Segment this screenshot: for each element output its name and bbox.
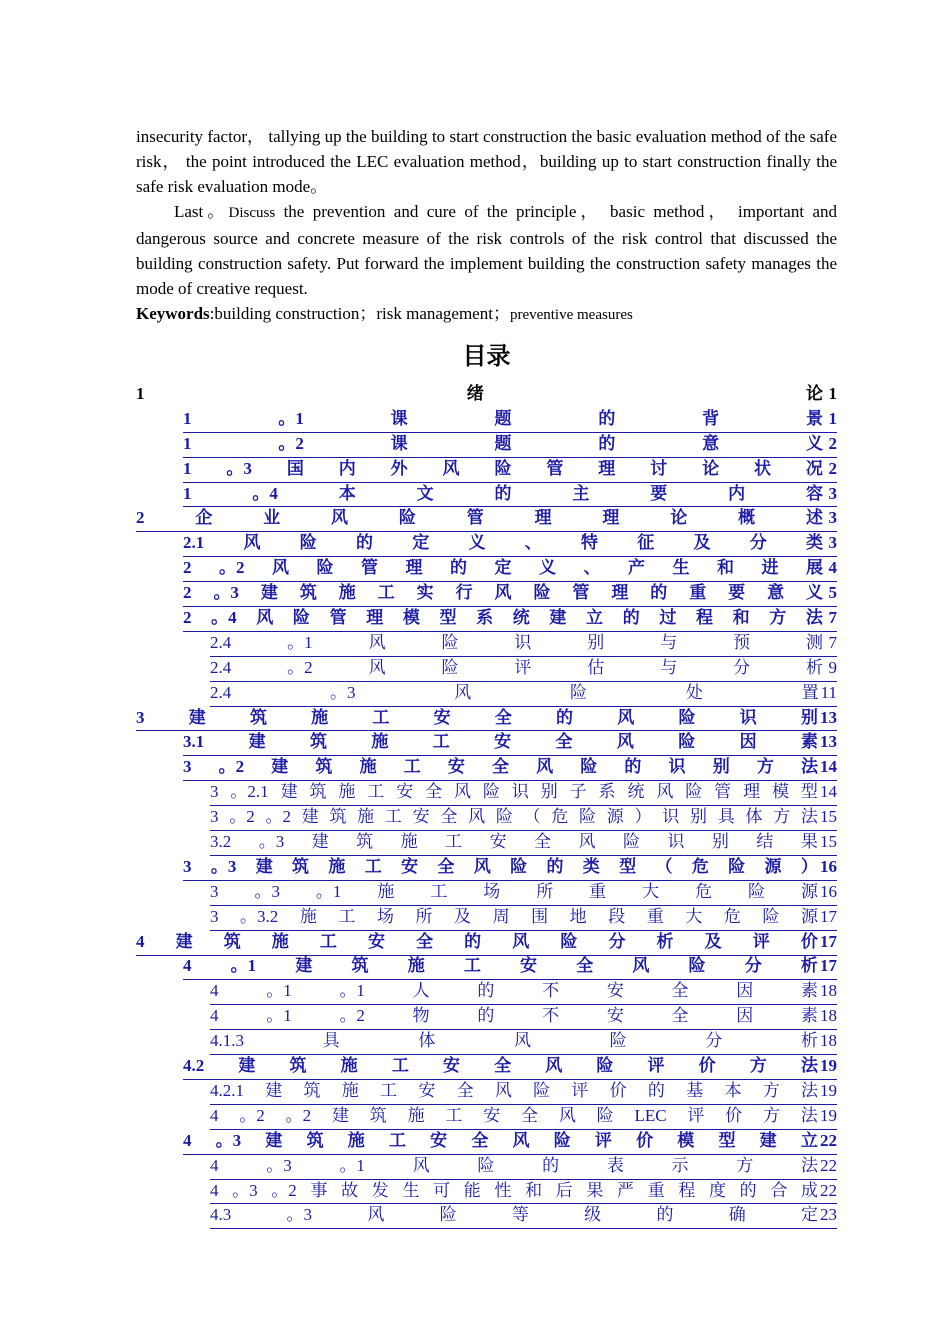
- toc-entry-page: 13: [818, 730, 837, 756]
- toc-entry[interactable]: [136, 631, 837, 656]
- toc-entry-text: 3 。2 建 筑 施 工 安 全 风 险 的 识 别 方 法: [183, 755, 818, 781]
- toc-entry[interactable]: [136, 830, 837, 855]
- toc-entry-page: 23: [818, 1203, 837, 1229]
- toc-entry[interactable]: [136, 780, 837, 805]
- toc-entry-page: 7: [823, 631, 837, 657]
- toc-entry-page: 18: [818, 979, 837, 1005]
- toc-entry-text: 2 。4 风 险 管 理 模 型 系 统 建 立 的 过 程 和 方 法: [183, 606, 823, 632]
- toc-entry-page: 14: [818, 755, 837, 781]
- toc-entry[interactable]: [136, 457, 837, 482]
- toc-entry-page: 19: [818, 1079, 837, 1105]
- toc-entry[interactable]: [136, 1154, 837, 1179]
- toc-entry-page: 2: [823, 432, 837, 458]
- toc-entry-text: 2.4 。3 风 险 处 置: [210, 681, 819, 707]
- toc-entry[interactable]: [136, 755, 837, 780]
- toc-entry[interactable]: [136, 506, 837, 531]
- toc-entry[interactable]: [136, 581, 837, 606]
- keywords-label: Keywords: [136, 304, 210, 323]
- toc-entry-text: 1 。1 课 题 的 背 景: [183, 407, 823, 433]
- toc-entry-page: 17: [818, 954, 837, 980]
- toc-entry[interactable]: [136, 730, 837, 755]
- toc-entry-text: 4.2.1 建 筑 施 工 安 全 风 险 评 价 的 基 本 方 法: [210, 1079, 818, 1105]
- toc-entry-text: 2.1 风 险 的 定 义 、 特 征 及 分 类: [183, 531, 823, 557]
- toc-entry-page: 15: [818, 805, 837, 831]
- toc-entry-text: 4 。3 。1 风 险 的 表 示 方 法: [210, 1154, 818, 1180]
- toc-entry-page: 17: [818, 905, 837, 931]
- toc-entry-text: 2 。3 建 筑 施 工 实 行 风 险 管 理 的 重 要 意 义: [183, 581, 823, 607]
- toc-entry-page: 3: [823, 506, 837, 532]
- toc-entry-text: 3 。3 建 筑 施 工 安 全 风 险 的 类 型 （ 危 险 源 ）: [183, 855, 818, 881]
- toc-entry-page: 18: [818, 1029, 837, 1055]
- toc-entry[interactable]: [136, 855, 837, 880]
- toc-entry-text: 4 。1 。1 人 的 不 安 全 因 素: [210, 979, 818, 1005]
- toc-entry-text: 1 。4 本 文 的 主 要 内 容: [183, 482, 823, 508]
- toc-entry-text: 3.2 。3 建 筑 施 工 安 全 风 险 识 别 结 果: [210, 830, 818, 856]
- toc-entry-text: 3.1 建 筑 施 工 安 全 风 险 因 素: [183, 730, 818, 756]
- toc-entry-page: 9: [823, 656, 837, 682]
- abstract-paragraph-1: insecurity factor， tallying up the building to start construction the basic evaluation method of the safe risk， the point introduced the LEC evaluation method，building up to start construction finally the safe risk evaluation mode。: [136, 127, 837, 196]
- toc-entry-page: 22: [818, 1179, 837, 1205]
- toc-entry-page: 11: [819, 681, 837, 707]
- toc-entry-page: 3: [823, 531, 837, 557]
- keywords-text: :building construction；risk management；: [209, 304, 510, 323]
- toc-entry-text: 2 。2 风 险 管 理 的 定 义 、 产 生 和 进 展: [183, 556, 823, 582]
- toc-entry-page: 22: [818, 1154, 837, 1180]
- toc-entry-text: 4 。3 建 筑 施 工 安 全 风 险 评 价 模 型 建 立: [183, 1129, 818, 1155]
- keywords-small: preventive measures: [509, 307, 633, 323]
- toc-entry[interactable]: [136, 606, 837, 631]
- toc-entry[interactable]: [136, 930, 837, 955]
- toc-entry-text: 4 。2 。2 建 筑 施 工 安 全 风 险 LEC 评 价 方 法: [210, 1104, 818, 1130]
- toc-entry-page: 5: [823, 581, 837, 607]
- toc-entry-text: 4.1.3 具 体 风 险 分 析: [210, 1029, 818, 1055]
- toc-entry-page: 19: [818, 1054, 837, 1080]
- toc-entry-page: 13: [818, 706, 837, 732]
- toc-entry[interactable]: [136, 482, 837, 507]
- toc-entry-page: 14: [818, 780, 837, 806]
- toc-entry[interactable]: [136, 1054, 837, 1079]
- toc-entry-page: 2: [823, 457, 837, 483]
- toc-entry-text: 4 建 筑 施 工 安 全 的 风 险 分 析 及 评 价: [136, 930, 818, 956]
- toc-entry-page: 1: [828, 384, 837, 403]
- toc-title: 目录: [462, 344, 511, 370]
- paragraph-rest: the prevention and cure of the principle， basic method， important and dangerous source and concrete measure of the risk controls of the risk control that discussed the building construction safety. Put forward the implement building the construction safety manages the mode of creative request.: [136, 202, 837, 298]
- toc-entry-text: 1 绪 论: [136, 384, 823, 403]
- toc-entry[interactable]: [136, 1079, 837, 1104]
- toc-entry-text: 1 。2 课 题 的 意 义: [183, 432, 823, 458]
- toc-entry[interactable]: [136, 1203, 837, 1228]
- toc-entry-text: 4.2 建 筑 施 工 安 全 风 险 评 价 方 法: [183, 1054, 818, 1080]
- toc-entry[interactable]: [136, 954, 837, 979]
- toc-entry[interactable]: [136, 706, 837, 731]
- toc-entry-text: 4 。1 建 筑 施 工 安 全 风 险 分 析: [183, 954, 818, 980]
- toc-entry-text: 4 。1 。2 物 的 不 安 全 因 素: [210, 1004, 818, 1030]
- toc-entry-page: 17: [818, 930, 837, 956]
- keywords-line: [136, 301, 837, 328]
- toc-entry[interactable]: [136, 432, 837, 457]
- toc-entry-page: 4: [823, 556, 837, 582]
- toc-entry[interactable]: [136, 681, 837, 706]
- toc-entry[interactable]: [136, 1004, 837, 1029]
- abstract-paragraph-2: [136, 199, 837, 301]
- toc-entry-text: 1 。3 国 内 外 风 险 管 理 讨 论 状 况: [183, 457, 823, 483]
- toc-entry-page: 16: [818, 880, 837, 906]
- toc-entry-text: 3 建 筑 施 工 安 全 的 风 险 识 别: [136, 706, 818, 732]
- toc-entry-text: 4 。3 。2 事 故 发 生 可 能 性 和 后 果 严 重 程 度 的 合 成: [210, 1179, 818, 1205]
- toc-entry-page: 18: [818, 1004, 837, 1030]
- table-of-contents: [136, 382, 837, 1228]
- toc-entry[interactable]: [136, 880, 837, 905]
- toc-entry-page: 15: [818, 830, 837, 856]
- toc-entry-text: 4.3 。3 风 险 等 级 的 确 定: [210, 1203, 818, 1229]
- toc-entry[interactable]: [136, 1029, 837, 1054]
- toc-entry-page: 22: [818, 1129, 837, 1155]
- toc-entry-text: 3 。3 。1 施 工 场 所 重 大 危 险 源: [210, 880, 818, 906]
- paragraph-small-word: Discuss: [228, 205, 276, 221]
- toc-entry[interactable]: [136, 407, 837, 432]
- toc-entry[interactable]: [136, 1104, 837, 1129]
- toc-entry-text: 3 。2.1 建 筑 施 工 安 全 风 险 识 别 子 系 统 风 险 管 理 模 型: [210, 780, 818, 806]
- toc-entry[interactable]: [136, 556, 837, 581]
- toc-entry-page: 3: [823, 482, 837, 508]
- toc-entry: [136, 382, 837, 407]
- toc-entry[interactable]: [136, 979, 837, 1004]
- paragraph-lead: Last。: [174, 202, 229, 221]
- toc-entry-page: 1: [823, 407, 837, 433]
- toc-entry-page: 16: [818, 855, 837, 881]
- document-page: [136, 124, 837, 1228]
- toc-entry-text: 3 。3.2 施 工 场 所 及 周 围 地 段 重 大 危 险 源: [210, 905, 818, 931]
- toc-entry[interactable]: [136, 1129, 837, 1154]
- toc-entry[interactable]: [136, 805, 837, 830]
- toc-entry-page: 7: [823, 606, 837, 632]
- toc-entry-text: 3 。2 。2 建 筑 施 工 安 全 风 险 （ 危 险 源 ） 识 别 具 体 方 法: [210, 805, 818, 831]
- toc-entry-page: 19: [818, 1104, 837, 1130]
- toc-entry-text: 2.4 。1 风 险 识 别 与 预 测: [210, 631, 823, 657]
- toc-entry[interactable]: [136, 656, 837, 681]
- toc-entry-text: 2 企 业 风 险 管 理 理 论 概 述: [136, 506, 823, 532]
- toc-entry-text: 2.4 。2 风 险 评 估 与 分 析: [210, 656, 823, 682]
- toc-entry[interactable]: [136, 1179, 837, 1204]
- toc-entry[interactable]: [136, 531, 837, 556]
- toc-entry[interactable]: [136, 905, 837, 930]
